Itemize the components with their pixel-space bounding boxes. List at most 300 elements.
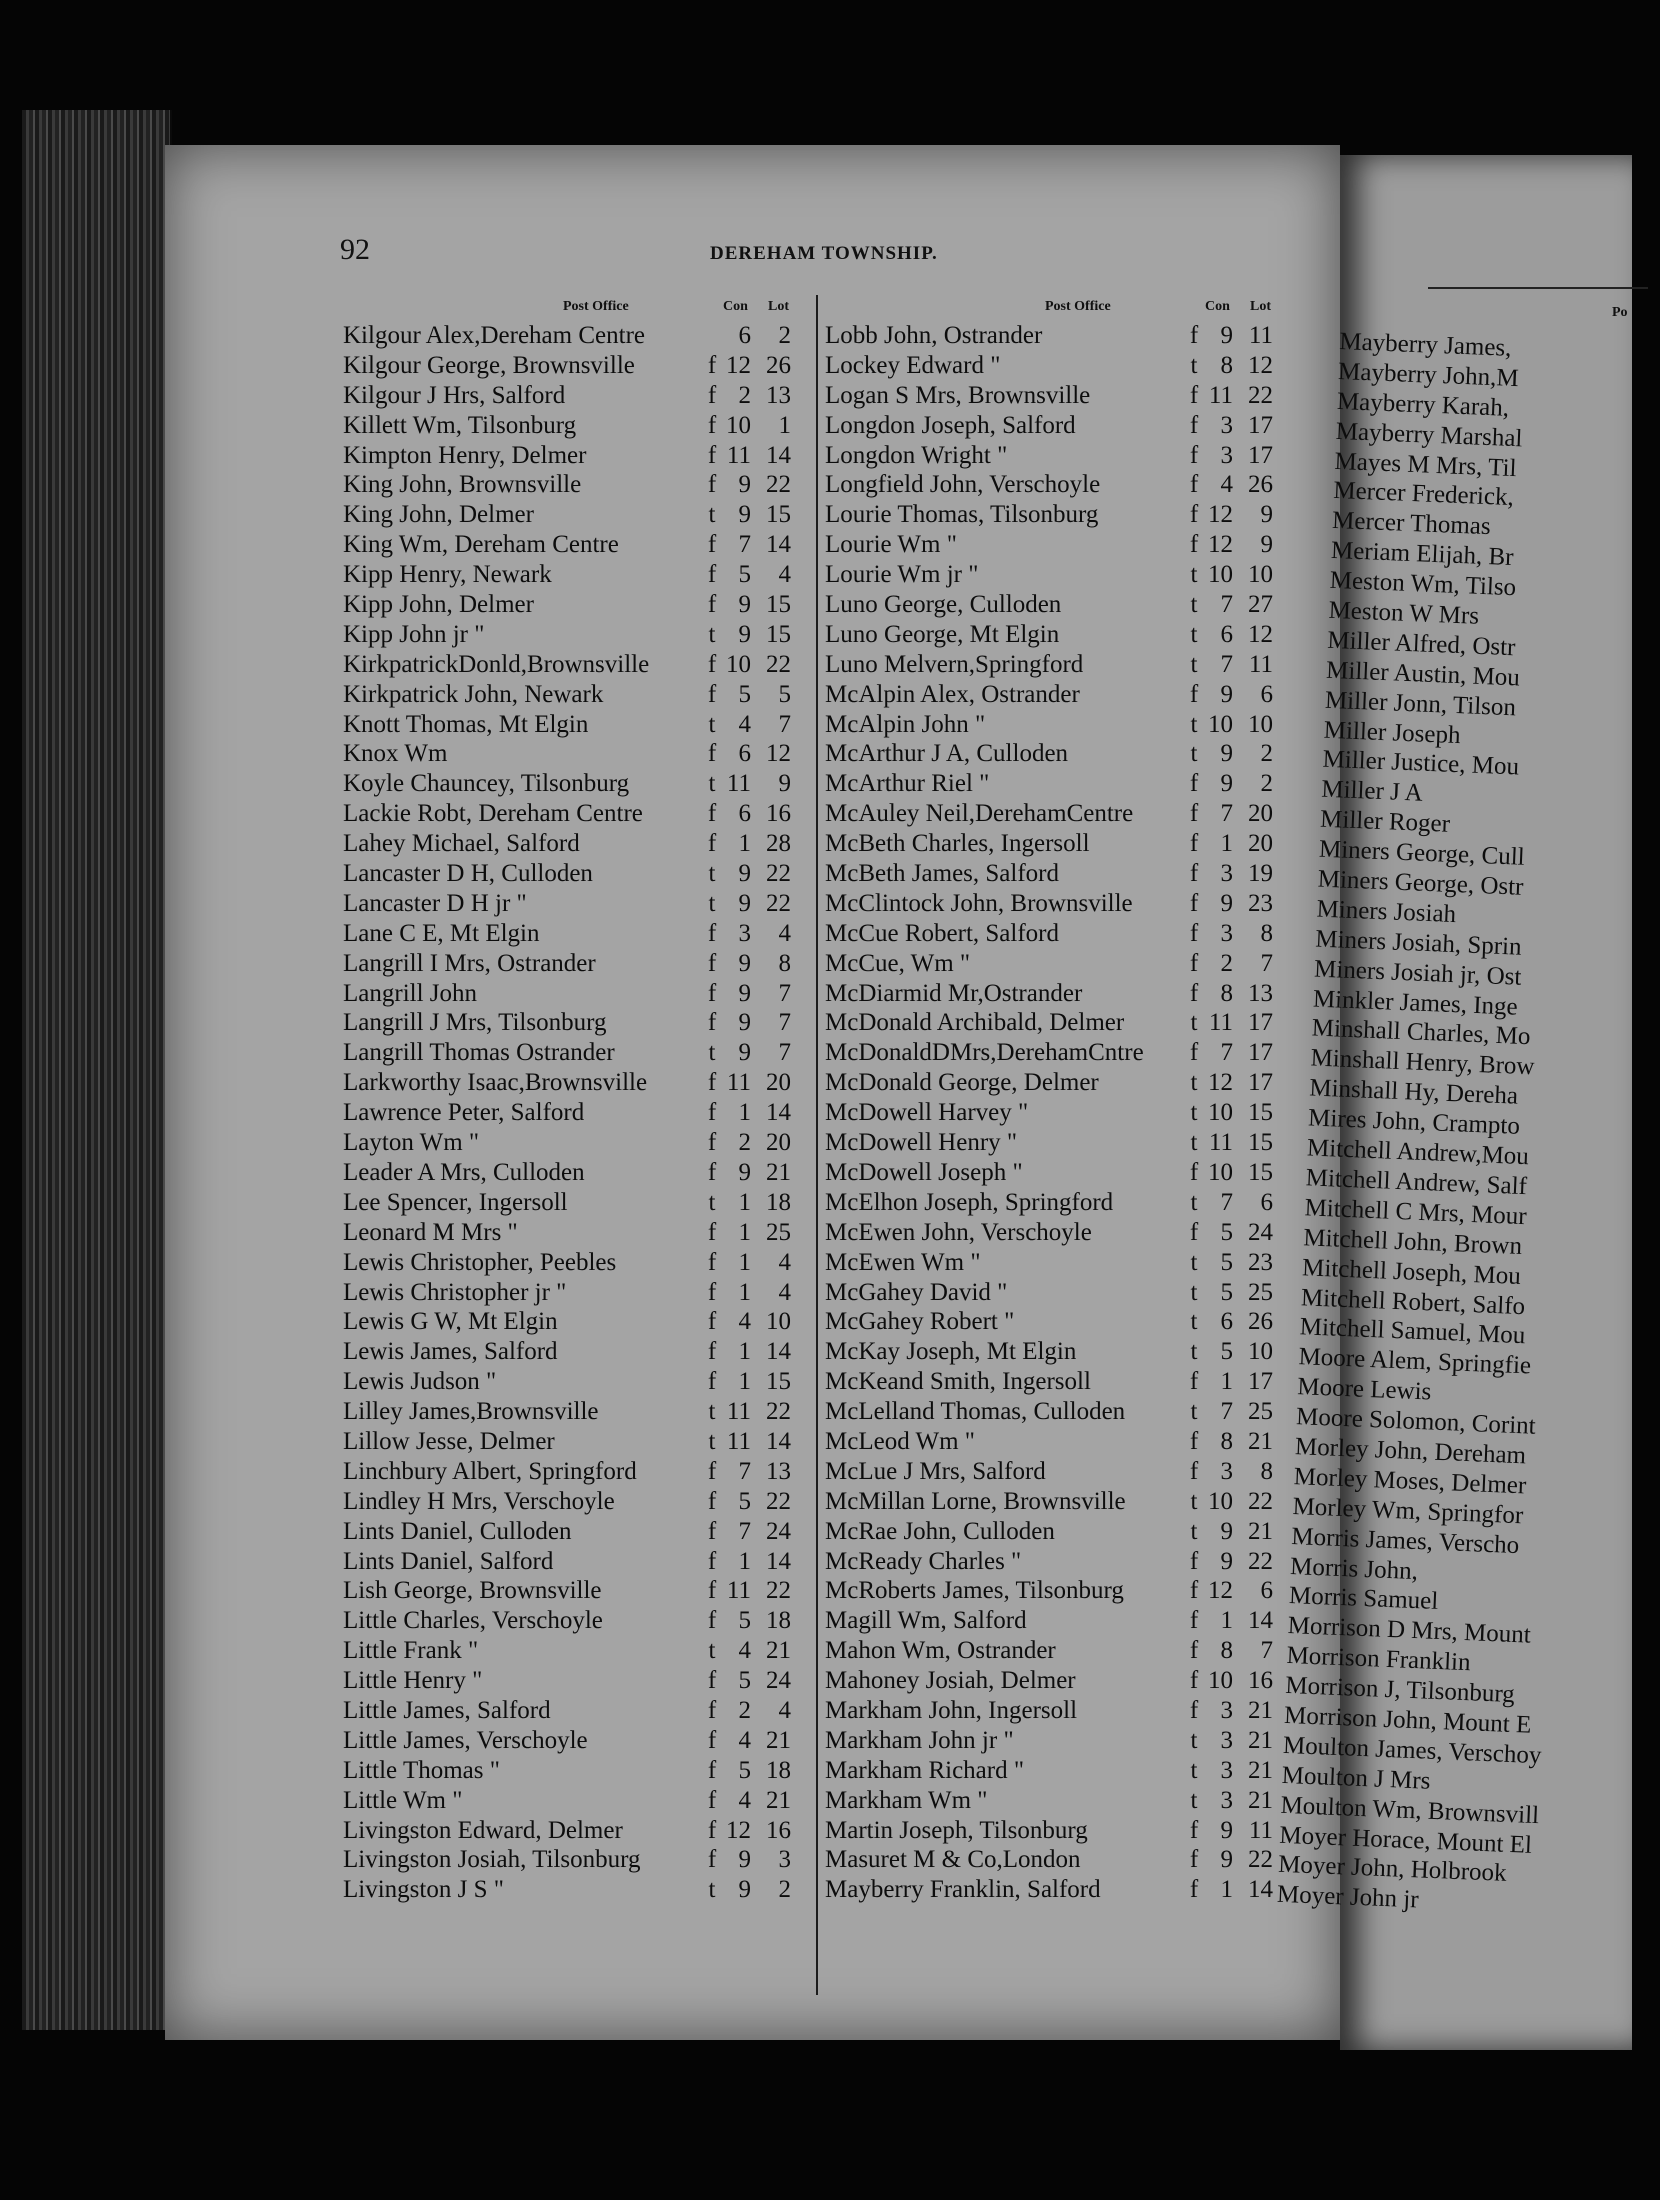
entry-name: McLelland Thomas, Culloden: [825, 1398, 1126, 1426]
directory-entry: [343, 829, 803, 859]
entry-lot: 9: [1260, 531, 1273, 559]
entry-lot: 17: [1248, 441, 1273, 469]
entry-name: McAuley Neil,DerehamCentre: [825, 800, 1134, 828]
entry-tenure: t: [708, 860, 716, 888]
entry-lot: 14: [766, 1427, 791, 1455]
next-page-entry: Miners Josiah, Sprin: [1314, 925, 1523, 961]
directory-entry: [343, 1008, 803, 1038]
entry-lot: 22: [1248, 1846, 1273, 1874]
entry-con: 12: [726, 1816, 751, 1844]
directory-entry: [825, 1188, 1285, 1218]
directory-entry: [825, 381, 1285, 411]
entry-tenure: t: [1190, 1517, 1198, 1545]
entry-tenure: f: [1189, 889, 1199, 917]
next-page-entry: Moyer John jr: [1276, 1881, 1420, 1914]
left-column-header: [343, 297, 803, 321]
entry-tenure: t: [708, 770, 716, 798]
directory-entry: [825, 1816, 1285, 1846]
directory-entry: [343, 1576, 803, 1606]
entry-lot: 16: [1248, 1667, 1273, 1695]
entry-con: 9: [738, 979, 751, 1007]
entry-name: Mayberry Franklin, Salford: [825, 1876, 1101, 1904]
directory-entry: [825, 1726, 1285, 1756]
entry-lot: 10: [1248, 1338, 1273, 1366]
next-page-entry: Moulton J Mrs: [1281, 1761, 1431, 1795]
entry-con: 5: [738, 1756, 751, 1784]
entry-name: Martin Joseph, Tilsonburg: [825, 1816, 1088, 1844]
directory-entry: [825, 769, 1285, 799]
next-page-entry: Minshall Henry, Brow: [1310, 1044, 1536, 1081]
entry-con: 11: [726, 1069, 751, 1097]
entry-name: Lewis Judson ": [343, 1368, 497, 1396]
entry-lot: 14: [766, 441, 791, 469]
entry-lot: 23: [1248, 889, 1273, 917]
page-number: 92: [340, 233, 370, 266]
entry-con: 9: [738, 1158, 751, 1186]
entry-tenure: f: [1189, 1876, 1199, 1904]
directory-entry: [343, 919, 803, 949]
entry-tenure: t: [1190, 1009, 1198, 1037]
directory-entry: [343, 411, 803, 441]
entry-con: 9: [1220, 1517, 1233, 1545]
entry-tenure: f: [1189, 1368, 1199, 1396]
entry-name: Kirkpatrick John, Newark: [343, 680, 604, 708]
directory-entry: [343, 1816, 803, 1846]
directory-entry: [343, 530, 803, 560]
lot-header: Lot: [768, 299, 789, 314]
directory-entry: [825, 829, 1285, 859]
next-page-entry: Mires John, Crampto: [1307, 1104, 1521, 1141]
entry-con: 8: [1220, 979, 1233, 1007]
directory-entry: [343, 1337, 803, 1367]
entry-lot: 20: [766, 1069, 791, 1097]
directory-entry: [825, 889, 1285, 919]
directory-entry: [825, 351, 1285, 381]
directory-entry: [825, 1038, 1285, 1068]
running-head: DEREHAM TOWNSHIP.: [710, 243, 938, 264]
entry-lot: 8: [1260, 1457, 1273, 1485]
entry-name: McDonaldDMrs,DerehamCntre: [825, 1039, 1144, 1067]
entry-tenure: f: [707, 1278, 717, 1306]
entry-con: 6: [1220, 1308, 1233, 1336]
entry-tenure: t: [1190, 1248, 1198, 1276]
entry-name: McArthur Riel ": [825, 770, 990, 798]
directory-entry: [343, 1098, 803, 1128]
directory-entry: [825, 1278, 1285, 1308]
entry-lot: 5: [778, 680, 791, 708]
entry-lot: 4: [778, 1696, 791, 1724]
directory-entry: [825, 859, 1285, 889]
directory-entry: [825, 1457, 1285, 1487]
entry-name: Lobb John, Ostrander: [825, 322, 1043, 349]
entry-name: Little Wm ": [343, 1786, 463, 1814]
entry-con: 9: [738, 591, 751, 619]
entry-lot: 19: [1248, 860, 1273, 888]
entry-lot: 8: [1260, 919, 1273, 947]
left-column: [343, 297, 803, 1905]
directory-entry: [825, 1636, 1285, 1666]
entry-name: Mahon Wm, Ostrander: [825, 1637, 1056, 1665]
directory-entry: [343, 1547, 803, 1577]
entry-tenure: f: [1189, 919, 1199, 947]
next-page-entry: Moore Lewis: [1296, 1373, 1432, 1406]
entry-tenure: t: [1190, 1129, 1198, 1157]
entry-tenure: f: [707, 591, 717, 619]
entry-lot: 10: [1248, 710, 1273, 738]
entry-tenure: t: [1190, 1726, 1198, 1754]
entry-tenure: f: [707, 531, 717, 559]
directory-entry: [825, 1666, 1285, 1696]
entry-lot: 14: [766, 1338, 791, 1366]
entry-con: 11: [1208, 381, 1233, 409]
directory-entry: [825, 680, 1285, 710]
directory-entry: [825, 620, 1285, 650]
entry-tenure: f: [1189, 1457, 1199, 1485]
entry-con: 2: [1220, 949, 1233, 977]
entry-con: 7: [1220, 800, 1233, 828]
directory-entry: [825, 979, 1285, 1009]
entry-tenure: f: [1189, 1039, 1199, 1067]
directory-page: [165, 145, 1340, 2040]
entry-con: 9: [738, 1009, 751, 1037]
entry-con: 1: [1220, 1368, 1233, 1396]
entry-con: 1: [738, 1248, 751, 1276]
entry-con: 1: [738, 830, 751, 858]
entry-name: Leader A Mrs, Culloden: [343, 1158, 585, 1186]
entry-name: Leonard M Mrs ": [343, 1218, 518, 1246]
entry-lot: 12: [1248, 620, 1273, 648]
entry-con: 10: [1208, 1158, 1233, 1186]
directory-entry: [825, 1517, 1285, 1547]
entry-tenure: f: [1189, 770, 1199, 798]
entry-name: McEwen Wm ": [825, 1248, 981, 1276]
entry-lot: 2: [1260, 740, 1273, 768]
entry-lot: 17: [1248, 1039, 1273, 1067]
next-page-entry-list: [1276, 327, 1659, 1923]
directory-entry: [343, 739, 803, 769]
entry-lot: 21: [1248, 1726, 1273, 1754]
entry-tenure: f: [707, 800, 717, 828]
entry-lot: 2: [778, 322, 791, 349]
next-page-entry: Morrison J, Tilsonburg: [1284, 1671, 1516, 1709]
entry-lot: 2: [1260, 770, 1273, 798]
next-page-entry: Miller Alfred, Ostr: [1326, 626, 1516, 662]
directory-entry: [825, 1756, 1285, 1786]
right-entry-list: [825, 321, 1285, 1905]
entry-con: 3: [1220, 1786, 1233, 1814]
entry-con: 3: [1220, 1457, 1233, 1485]
next-page-entry: Meston Wm, Tilso: [1329, 566, 1517, 602]
entry-lot: 17: [1248, 1069, 1273, 1097]
entry-lot: 21: [766, 1158, 791, 1186]
entry-con: 10: [1208, 710, 1233, 738]
entry-tenure: f: [707, 411, 717, 439]
entry-tenure: f: [707, 381, 717, 409]
entry-tenure: f: [707, 919, 717, 947]
directory-entry: [825, 1606, 1285, 1636]
entry-name: Little James, Salford: [343, 1696, 551, 1724]
entry-name: Longdon Wright ": [825, 441, 1008, 469]
entry-lot: 14: [766, 531, 791, 559]
entry-tenure: t: [708, 1637, 716, 1665]
entry-con: 10: [1208, 1487, 1233, 1515]
directory-entry: [825, 1696, 1285, 1726]
entry-lot: 27: [1248, 591, 1273, 619]
entry-con: 9: [738, 1876, 751, 1904]
entry-tenure: f: [707, 1816, 717, 1844]
entry-lot: 28: [766, 830, 791, 858]
next-page-entry: Minshall Charles, Mo: [1311, 1014, 1531, 1051]
entry-con: 3: [1220, 860, 1233, 888]
entry-tenure: f: [1189, 1637, 1199, 1665]
next-page-entry: Mitchell Joseph, Mou: [1301, 1253, 1522, 1290]
entry-lot: 8: [778, 949, 791, 977]
lot-header: Lot: [1250, 299, 1271, 314]
entry-name: KirkpatrickDonld,Brownsville: [343, 650, 650, 678]
directory-entry: [825, 321, 1285, 351]
directory-entry: [343, 620, 803, 650]
entry-lot: 10: [766, 1308, 791, 1336]
directory-entry: [343, 710, 803, 740]
entry-name: Knox Wm: [343, 740, 448, 768]
entry-con: 9: [738, 620, 751, 648]
entry-lot: 22: [766, 1487, 791, 1515]
entry-con: 11: [726, 441, 751, 469]
entry-tenure: f: [707, 1308, 717, 1336]
entry-tenure: t: [1190, 351, 1198, 379]
entry-tenure: f: [707, 949, 717, 977]
entry-con: 4: [738, 1726, 751, 1754]
entry-con: 9: [738, 1039, 751, 1067]
next-page-entry: Moyer Horace, Mount El: [1278, 1821, 1533, 1859]
directory-entry: [343, 680, 803, 710]
next-page-entry: Morrison Franklin: [1286, 1642, 1472, 1677]
entry-name: Lockey Edward ": [825, 351, 1001, 379]
entry-name: Logan S Mrs, Brownsville: [825, 381, 1091, 409]
directory-entry: [825, 1547, 1285, 1577]
entry-tenure: f: [1189, 1607, 1199, 1635]
entry-con: 2: [738, 381, 751, 409]
directory-entry: [825, 1487, 1285, 1517]
entry-tenure: f: [707, 1009, 717, 1037]
next-page-entry: Mitchell John, Brown: [1302, 1223, 1523, 1260]
directory-entry: [343, 1397, 803, 1427]
directory-entry: [825, 650, 1285, 680]
entry-name: McDowell Harvey ": [825, 1099, 1029, 1127]
entry-tenure: t: [708, 501, 716, 529]
entry-name: Lewis Christopher, Peebles: [343, 1248, 617, 1276]
next-page-entry: Morrison D Mrs, Mount: [1287, 1612, 1532, 1649]
directory-entry: [343, 1845, 803, 1875]
entry-name: Layton Wm ": [343, 1129, 480, 1157]
entry-con: 10: [726, 650, 751, 678]
entry-name: McBeth James, Salford: [825, 860, 1059, 888]
directory-entry: [343, 1457, 803, 1487]
entry-name: Lee Spencer, Ingersoll: [343, 1188, 568, 1216]
entry-name: McLue J Mrs, Salford: [825, 1457, 1046, 1485]
directory-entry: [825, 1128, 1285, 1158]
entry-tenure: f: [707, 680, 717, 708]
entry-tenure: t: [708, 1876, 716, 1904]
entry-con: 5: [1220, 1338, 1233, 1366]
entry-tenure: t: [708, 1188, 716, 1216]
entry-con: 7: [1220, 650, 1233, 678]
entry-con: 9: [738, 949, 751, 977]
directory-entry: [343, 949, 803, 979]
directory-entry: [343, 769, 803, 799]
entry-con: 10: [1208, 1099, 1233, 1127]
entry-con: 6: [738, 740, 751, 768]
directory-entry: [343, 560, 803, 590]
entry-tenure: t: [1190, 1338, 1198, 1366]
next-page-entry: Moulton James, Verschoy: [1282, 1731, 1542, 1770]
entry-con: 9: [1220, 1846, 1233, 1874]
entry-tenure: t: [1190, 740, 1198, 768]
entry-tenure: f: [707, 979, 717, 1007]
directory-entry: [343, 1427, 803, 1457]
entry-con: 1: [1220, 830, 1233, 858]
entry-con: 7: [1220, 1398, 1233, 1426]
entry-lot: 22: [1248, 1547, 1273, 1575]
entry-lot: 11: [1248, 650, 1273, 678]
directory-entry: [825, 739, 1285, 769]
entry-tenure: f: [1189, 800, 1199, 828]
entry-name: McDonald Archibald, Delmer: [825, 1009, 1125, 1037]
entry-tenure: f: [707, 1696, 717, 1724]
next-page-entry: Mayberry John,M: [1337, 357, 1520, 393]
entry-name: Markham John jr ": [825, 1726, 1014, 1754]
entry-lot: 22: [766, 1577, 791, 1605]
entry-con: 5: [738, 1607, 751, 1635]
directory-entry: [343, 1038, 803, 1068]
entry-lot: 26: [1248, 1308, 1273, 1336]
entry-name: Markham Richard ": [825, 1756, 1025, 1784]
entry-tenure: f: [707, 1487, 717, 1515]
directory-entry: [825, 441, 1285, 471]
entry-tenure: t: [1190, 620, 1198, 648]
entry-name: Lewis James, Salford: [343, 1338, 558, 1366]
entry-tenure: f: [707, 1338, 717, 1366]
entry-lot: 7: [778, 1009, 791, 1037]
entry-tenure: f: [707, 1547, 717, 1575]
entry-tenure: f: [707, 441, 717, 469]
entry-tenure: t: [708, 889, 716, 917]
entry-tenure: f: [707, 1726, 717, 1754]
next-page-entry: Miners Josiah jr, Ost: [1313, 955, 1522, 991]
entry-lot: 15: [1248, 1099, 1273, 1127]
entry-con: 7: [1220, 1039, 1233, 1067]
entry-tenure: f: [1189, 860, 1199, 888]
entry-con: 9: [738, 889, 751, 917]
entry-name: McEwen John, Verschoyle: [825, 1218, 1092, 1246]
entry-con: 3: [1220, 1726, 1233, 1754]
entry-con: 3: [1220, 1756, 1233, 1784]
entry-con: 12: [1208, 1069, 1233, 1097]
entry-con: 12: [1208, 531, 1233, 559]
next-page-entry: Mayes M Mrs, Til: [1334, 447, 1518, 482]
entry-tenure: t: [708, 1039, 716, 1067]
directory-entry: [343, 1606, 803, 1636]
entry-name: Little Charles, Verschoyle: [343, 1607, 603, 1635]
entry-lot: 7: [1260, 949, 1273, 977]
entry-name: Langrill I Mrs, Ostrander: [343, 949, 596, 977]
entry-name: Lourie Thomas, Tilsonburg: [825, 501, 1099, 529]
entry-tenure: f: [1189, 1158, 1199, 1186]
entry-tenure: f: [1189, 1427, 1199, 1455]
con-header: Con: [723, 299, 748, 314]
entry-name: King John, Delmer: [343, 501, 534, 529]
book-spine: [22, 110, 172, 2030]
directory-entry: [825, 1008, 1285, 1038]
entry-tenure: f: [1189, 441, 1199, 469]
directory-entry: [343, 1188, 803, 1218]
next-page-entry: Morris Samuel: [1288, 1582, 1439, 1616]
entry-con: 2: [738, 1696, 751, 1724]
next-page-entry: Morley Moses, Delmer: [1293, 1462, 1527, 1500]
entry-name: Livingston Edward, Delmer: [343, 1816, 623, 1844]
entry-lot: 4: [778, 1248, 791, 1276]
entry-name: McGahey Robert ": [825, 1308, 1015, 1336]
entry-con: 5: [738, 561, 751, 589]
next-page-entry: Meriam Elijah, Br: [1330, 537, 1515, 572]
entry-lot: 25: [1248, 1278, 1273, 1306]
entry-name: King Wm, Dereham Centre: [343, 531, 619, 559]
entry-tenure: f: [1189, 680, 1199, 708]
entry-tenure: t: [1190, 561, 1198, 589]
entry-con: 9: [1220, 770, 1233, 798]
entry-name: Lane C E, Mt Elgin: [343, 919, 540, 947]
entry-con: 8: [1220, 1637, 1233, 1665]
directory-entry: [343, 1068, 803, 1098]
entry-lot: 15: [1248, 1158, 1273, 1186]
entry-name: Lourie Wm ": [825, 531, 957, 559]
entry-name: Magill Wm, Salford: [825, 1607, 1027, 1635]
entry-lot: 6: [1260, 680, 1273, 708]
entry-tenure: f: [707, 1786, 717, 1814]
entry-name: Luno George, Mt Elgin: [825, 620, 1060, 648]
entry-name: McLeod Wm ": [825, 1427, 975, 1455]
entry-con: 10: [726, 411, 751, 439]
directory-entry: [343, 381, 803, 411]
entry-lot: 13: [1248, 979, 1273, 1007]
directory-entry: [825, 1845, 1285, 1875]
entry-lot: 18: [766, 1756, 791, 1784]
entry-lot: 10: [1248, 561, 1273, 589]
entry-con: 1: [738, 1099, 751, 1127]
next-page-entry: Mitchell Robert, Salfo: [1300, 1283, 1526, 1320]
entry-con: 10: [1208, 561, 1233, 589]
entry-lot: 6: [1260, 1577, 1273, 1605]
entry-con: 12: [726, 351, 751, 379]
entry-con: 1: [1220, 1607, 1233, 1635]
entry-con: 8: [1220, 351, 1233, 379]
entry-name: Kilgour Alex,Dereham Centre: [343, 322, 645, 349]
entry-lot: 2: [778, 1876, 791, 1904]
entry-tenure: f: [707, 1129, 717, 1157]
entry-tenure: f: [1189, 501, 1199, 529]
entry-tenure: f: [707, 1218, 717, 1246]
entry-con: 9: [1220, 740, 1233, 768]
directory-entry: [825, 470, 1285, 500]
directory-entry: [825, 1158, 1285, 1188]
entry-con: 5: [738, 1667, 751, 1695]
directory-entry: [343, 500, 803, 530]
directory-entry: [825, 1307, 1285, 1337]
con-header: Con: [1205, 299, 1230, 314]
entry-name: Lillow Jesse, Delmer: [343, 1427, 555, 1455]
entry-name: Larkworthy Isaac,Brownsville: [343, 1069, 648, 1097]
entry-name: Killett Wm, Tilsonburg: [343, 411, 577, 439]
